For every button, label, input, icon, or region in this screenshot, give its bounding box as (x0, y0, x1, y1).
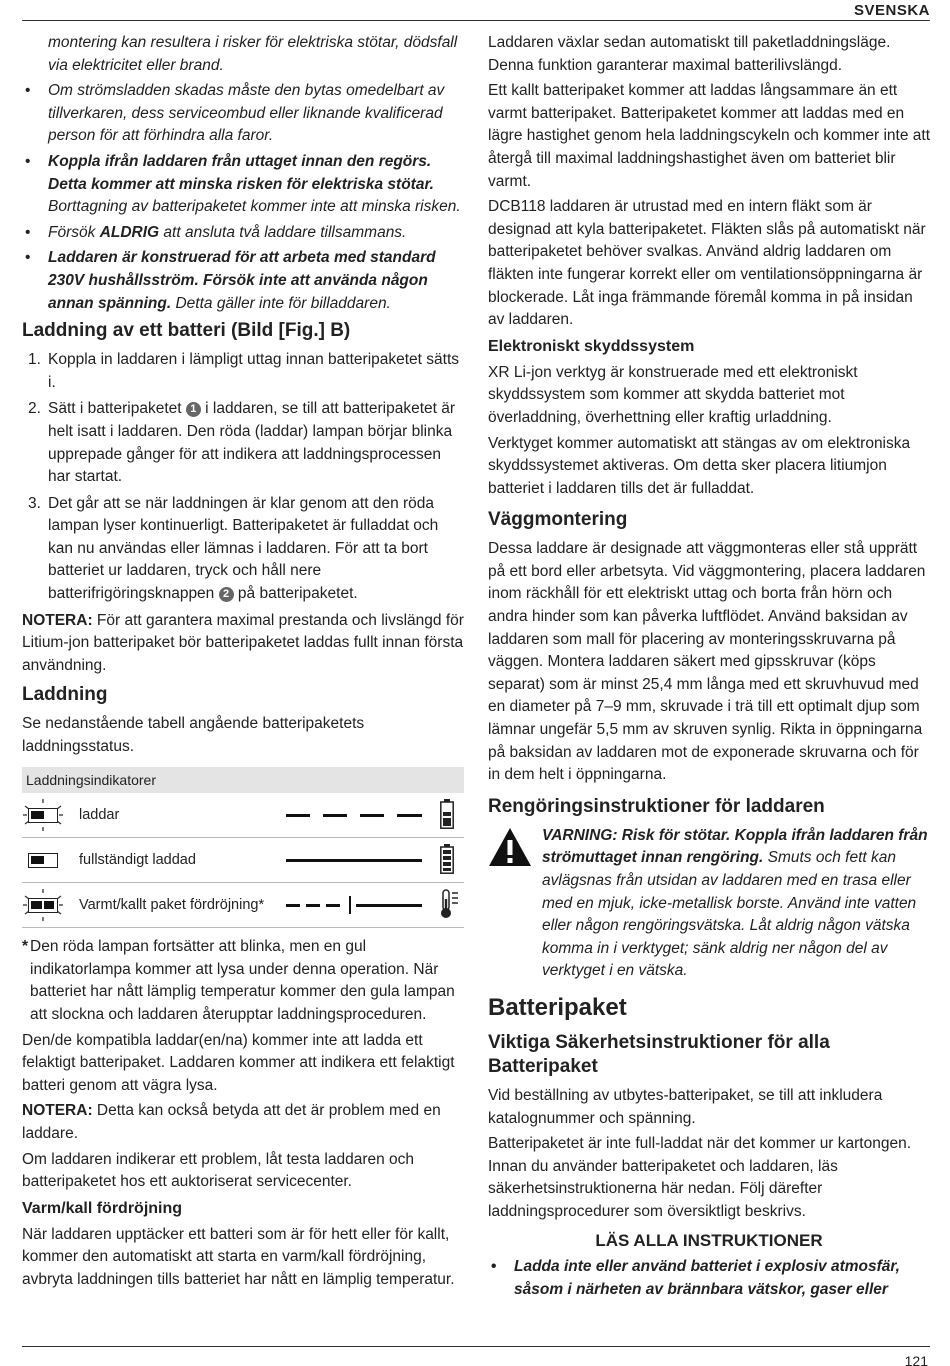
laddning-intro: Se nedanstående tabell angående batteripaketets laddningsstatus. (22, 715, 365, 756)
step-2 (22, 398, 464, 488)
bullet-pre: Försök (48, 223, 100, 241)
right-column (488, 32, 930, 1304)
header-divider (22, 20, 930, 21)
table-header: Laddningsindikatorer (22, 767, 464, 794)
left-column (22, 32, 464, 1295)
paragraph-pack-mode: Laddaren växlar sedan automatiskt till paketladdningsläge. Denna funktion garanterar maximal batterilivslängd. (488, 34, 891, 74)
bullet-text: att ansluta två laddare tillsammans. (159, 223, 407, 241)
footnote-text: Den röda lampan fortsätter att blinka, men en gul indikatorlampa kommer att lysa under denna operation. När batteriet har nått lämplig temperatur kommer den gula lampan att slockna och laddaren återupptar laddningsproceduren. (30, 938, 455, 1023)
thermometer-icon (440, 889, 462, 919)
heading-laddning: Laddning (22, 684, 108, 706)
bullet-bold: Koppla ifrån laddaren från uttaget innan den regörs. Detta kommer att minska risken för elektriska stötar. (48, 152, 434, 193)
table-row (22, 793, 464, 838)
step-number: 2. (28, 400, 41, 418)
bullet-disconnect (22, 151, 464, 219)
step-1 (22, 349, 464, 394)
battery-full-icon (440, 844, 454, 874)
intro-line: montering kan resultera i risker för elektriska stötar, dödsfall via elektricitet eller brand. (48, 34, 458, 74)
note-charger-problem (22, 1100, 464, 1145)
read-all-instructions: LÄS ALLA INSTRUKTIONER (595, 1230, 823, 1250)
heading-battery-pack: Batteripaket (488, 993, 627, 1021)
language-label: SVENSKA (853, 2, 930, 19)
unpacked-text: Batteripaketet är inte full-laddat när det kommer ur kartongen. Innan du använder batteripaketet och laddaren, läs säkerhetsinstruktionerna här nedan. Följ därefter laddningsprocedurer som översiktligt beskrivs. (488, 1135, 912, 1220)
compat-text: Den/de kompatibla laddar(en/na) kommer inte att ladda ett felaktigt batteripaket. Laddaren kommer att indikera ett felaktigt batteri genom att vägra lysa. (22, 1031, 455, 1094)
step-text: Koppla in laddaren i lämpligt uttag innan batteripaketet sätts i. (48, 351, 460, 391)
order-text: Vid beställning av utbytes-batteripaket, se till att inkludera katalognummer och spänning. (488, 1086, 883, 1127)
note-label: NOTERA: (22, 611, 93, 629)
row-label: fullständigt laddad (79, 852, 196, 869)
protection-p2: Verktyget kommer automatiskt att stängas av om elektroniska skyddssystemet aktiveras. Om detta sker placera litiumjon batteriet i laddaren tills det är fulladdat. (488, 434, 911, 497)
protection-p1: XR Li-jon verktyg är konstruerade med ett elektroniskt skyddssystem som kommer att skydda batteriet mot överladdning, överhettning eller kraftig urladdning. (488, 363, 858, 426)
note-text: Detta kan också betyda att det är problem med en laddare. (22, 1102, 441, 1142)
solid-pattern (286, 859, 422, 862)
charger-indicator-icon (28, 853, 58, 868)
note-text: För att garantera maximal prestanda och livslängd för Litium-jon batteripaket bör batteripaketet laddas fullt innan första användning. (22, 611, 464, 674)
callout-badge: 2 (219, 587, 234, 602)
heading-hot-cold-delay: Varm/kall fördröjning (22, 1199, 183, 1217)
footnote-mark: * (22, 938, 29, 956)
note-full-charge (22, 610, 464, 678)
warning-bold: VARNING: Risk för stötar. Koppla ifrån laddaren från strömuttaget innan rengöring. (542, 826, 928, 867)
battery-charging-icon (440, 799, 454, 829)
bullet-text: Detta gäller inte för billaddaren. (171, 294, 391, 312)
charger-indicator-icon (28, 898, 58, 913)
dashed-solid-pattern (286, 904, 422, 907)
paragraph-fan: DCB118 laddaren är utrustad med en intern fläkt som är designad att kyla batteripaketet. Fläkten slås på automatiskt när batteripaketet behöver svalkas. Använd aldrig laddaren om fläkten inte fungerar korrekt eller om ventilationsöppningarna är blockerade. Låt inga främmande föremål komma in på insidan av laddaren. (488, 198, 926, 329)
bullet-bold: ALDRIG (99, 223, 160, 241)
footnote (22, 936, 464, 1026)
table-row (22, 883, 464, 928)
warning-triangle-icon (488, 827, 532, 867)
bullet-text: Ladda inte eller använd batteriet i explosiv atmosfär, såsom i närheten av brännbara vätskor, gaser eller (514, 1258, 900, 1298)
bullet-cord-damage (22, 80, 464, 148)
row-label: laddar (79, 807, 120, 824)
problem-text: Om laddaren indikerar ett problem, låt testa laddaren och batteripaketet hos ett auktoriserat servicecenter. (22, 1150, 415, 1191)
step-3 (22, 493, 464, 606)
paragraph-cold-pack: Ett kallt batteripaket kommer att laddas långsammare än ett varmt batteripaket. Batteripaketet kommer att laddas med en lägre hastighet genom hela laddningscykeln och kommer inte att återgå till maximal laddningshastighet även om batteriet blir varmt. (488, 82, 931, 190)
note-label: NOTERA: (22, 1102, 93, 1120)
row-label: Varmt/kallt paket fördröjning* (79, 897, 265, 914)
wall-mounting-text: Dessa laddare är designade att väggmonteras eller stå upprätt på ett bord eller arbetsyta. Vid väggmontering, placera laddaren inom räckhåll för ett elektriskt uttag och borta från hörn och andra hinder som kan påverka luftflödet. Använd baksidan av laddaren som mall för placering av monteringsskruvarna på väggen. Montera laddaren säkert med gipsskruvar (köps separat) som är minst 25,4 mm långa med ett skruvhuvud med en diameter på 7–9 mm, skruvade i trä till ett optimalt djup som lämnar ungefär 5,5 mm av skruven synlig. Rikta in öppningarna på baksidan av laddaren mot de exponerade skruvarna och för in dem helt i öppningarna. (488, 540, 926, 784)
callout-badge: 1 (186, 402, 201, 417)
bullet-explosive-atmosphere (488, 1256, 930, 1301)
bullet-text: Om strömsladden skadas måste den bytas omedelbart av tillverkaren, dess serviceombud eller liknande kvalificerad person för att förhindra alla faror. (48, 82, 445, 145)
cleaning-warning (488, 825, 930, 983)
footer-divider (22, 1346, 930, 1347)
page-number: 121 (904, 1353, 928, 1366)
warning-text: Smuts och fett kan avlägsnas från utsidan av laddaren med en trasa eller med en mjuk, icke-metallisk borste. Använd inte vatten eller någon rengöringsvätska. Låt aldrig någon vätska komma in i verktyget; sänk aldrig ner någon del av verktyget i en vätska. (542, 849, 917, 980)
heading-wall-mounting: Väggmontering (488, 509, 628, 531)
step-text: i laddaren, se till att batteripaketet är helt isatt i laddaren. Den röda (laddar) lampan börjar blinka upprepade gånger för att indikera att laddningsprocessen har startat. (48, 400, 456, 486)
charge-indicator-table (22, 767, 464, 929)
heading-safety-instructions: Viktiga Säkerhetsinstruktioner för alla Batteripaket (488, 1031, 830, 1077)
delay-text: När laddaren upptäcker ett batteri som är för hett eller för kallt, kommer den automatiskt att starta en varm/kall fördröjning, avbryta laddningen tills batteriet har nått en lämplig temperatur. (22, 1225, 455, 1288)
heading-charging-battery: Laddning av ett batteri (Bild [Fig.] B) (22, 320, 351, 342)
step-text: på batteripaketet. (233, 585, 358, 603)
step-pre: Det går att se när laddningen är klar genom att den röda lampan lyser kontinuerligt. Batteripaketet är fulladdat och kan nu användas eller lämnas i laddaren. För att ta bort batteriet ur laddaren, tryck och håll nere batterifrigöringsknappen (48, 494, 439, 603)
bullet-text: Borttagning av batteripaketet kommer inte att minska risken. (48, 198, 461, 216)
heading-protection-system: Elektroniskt skyddssystem (488, 337, 695, 355)
step-number: 1. (28, 351, 41, 369)
charger-indicator-icon (28, 808, 58, 823)
bullet-voltage (22, 247, 464, 315)
bullet-bold: Laddaren är konstruerad för att arbeta med standard 230V hushållsström. Försök inte att använda någon annan spänning. (48, 249, 436, 312)
heading-cleaning: Rengöringsinstruktioner för laddaren (488, 795, 825, 817)
step-pre: Sätt i batteripaketet (48, 400, 186, 418)
bullet-never-connect (22, 222, 464, 245)
dashed-pattern (286, 814, 422, 817)
table-row (22, 838, 464, 883)
step-number: 3. (28, 494, 41, 512)
